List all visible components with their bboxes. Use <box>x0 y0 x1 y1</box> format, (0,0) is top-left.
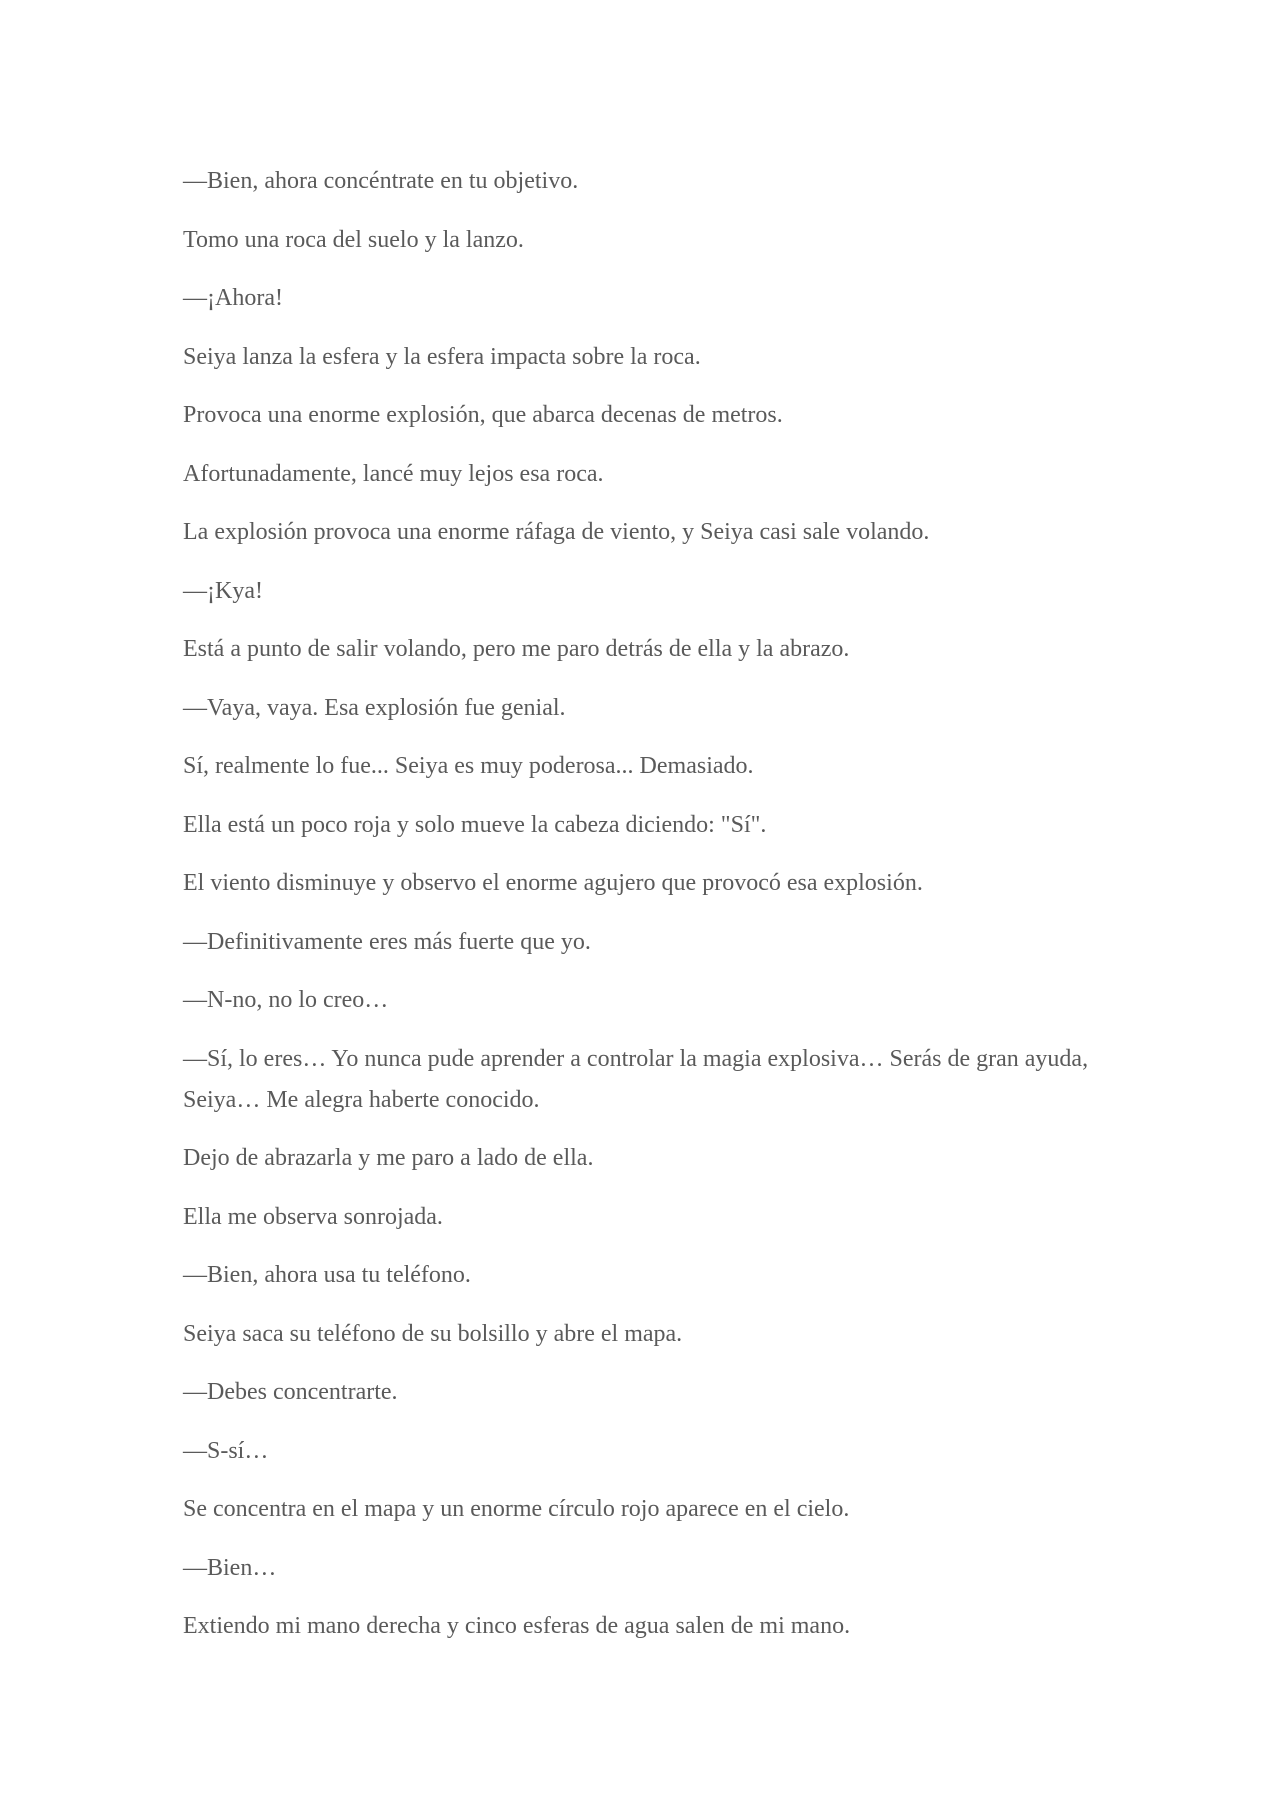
paragraph: —¡Kya! <box>183 577 263 604</box>
body-text <box>183 161 1103 1665</box>
paragraph: Afortunadamente, lancé muy lejos esa roca. <box>183 460 604 487</box>
paragraph: —Definitivamente eres más fuerte que yo. <box>183 928 591 955</box>
paragraph: —S-sí… <box>183 1437 269 1464</box>
paragraph: Provoca una enorme explosión, que abarca decenas de metros. <box>183 402 783 428</box>
paragraph: Se concentra en el mapa y un enorme círculo rojo aparece en el cielo. <box>183 1496 850 1522</box>
paragraph: —Bien, ahora usa tu teléfono. <box>183 1262 471 1288</box>
paragraph: Extiendo mi mano derecha y cinco esferas de agua salen de mi mano. <box>183 1613 851 1639</box>
paragraph: Tomo una roca del suelo y la lanzo. <box>183 226 524 253</box>
paragraph: Ella está un poco roja y solo mueve la cabeza diciendo: "Sí". <box>183 811 767 838</box>
paragraph: —Bien… <box>183 1554 277 1581</box>
paragraph: Seiya lanza la esfera y la esfera impacta sobre la roca. <box>183 343 701 370</box>
paragraph: —N-no, no lo creo… <box>183 987 389 1013</box>
paragraph: Está a punto de salir volando, pero me paro detrás de ella y la abrazo. <box>183 636 850 662</box>
paragraph: La explosión provoca una enorme ráfaga de viento, y Seiya casi sale volando. <box>183 519 930 545</box>
paragraph: Ella me observa sonrojada. <box>183 1203 443 1230</box>
paragraph: —Vaya, vaya. Esa explosión fue genial. <box>183 694 566 721</box>
paragraph: El viento disminuye y observo el enorme agujero que provocó esa explosión. <box>183 870 923 896</box>
paragraph: —¡Ahora! <box>183 285 283 311</box>
paragraph: —Bien, ahora concéntrate en tu objetivo. <box>183 168 579 194</box>
paragraph: Seiya saca su teléfono de su bolsillo y abre el mapa. <box>183 1320 683 1347</box>
paragraph: —Debes concentrarte. <box>183 1379 398 1405</box>
paragraph: Sí, realmente lo fue... Seiya es muy poderosa... Demasiado. <box>183 753 754 779</box>
paragraph: Dejo de abrazarla y me paro a lado de ella. <box>183 1145 594 1171</box>
paragraph: —Sí, lo eres… Yo nunca pude aprender a controlar la magia explosiva… Serás de gran ayuda, Seiya… Me alegra haberte conocido. <box>183 1045 1089 1113</box>
